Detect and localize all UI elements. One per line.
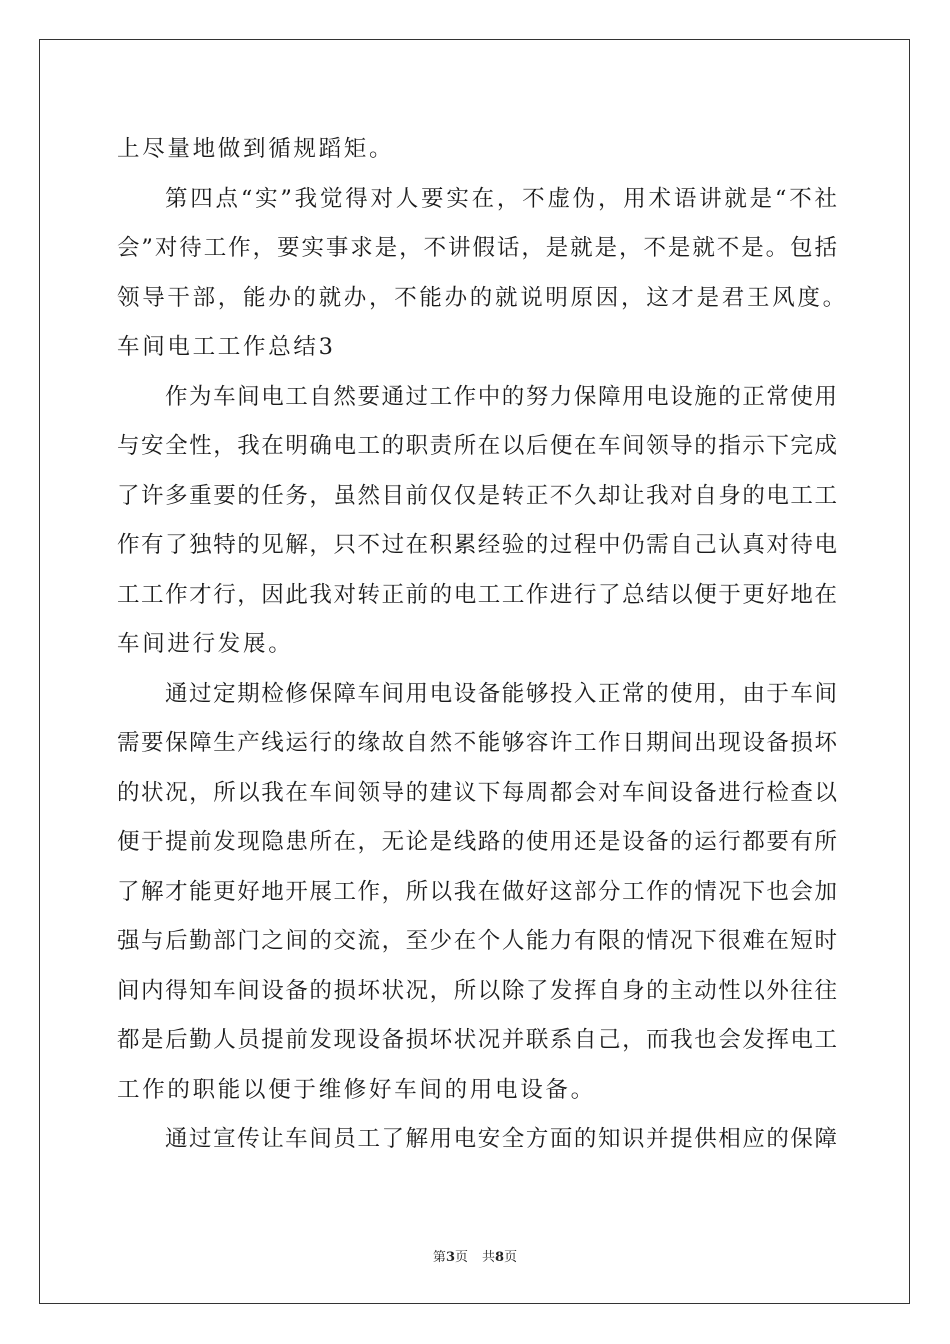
text-line: 第四点“实”我觉得对人要实在，不虚伪，用术语讲就是“不社: [165, 185, 837, 212]
text-line: 工工作才行，因此我对转正前的电工工作进行了总结以便于更好地在: [117, 581, 837, 608]
text-line: 需要保障生产线运行的缘故自然不能够容许工作日期间出现设备损坏: [117, 730, 837, 756]
text-line: 强与后勤部门之间的交流，至少在个人能力有限的情况下很难在短时: [117, 928, 837, 954]
text-line: 作有了独特的见解，只不过在积累经验的过程中仍需自己认真对待电: [117, 532, 837, 558]
text-line: 作为车间电工自然要通过工作中的努力保障用电设施的正常使用: [165, 383, 837, 410]
text-line: 通过宣传让车间员工了解用电安全方面的知识并提供相应的保障: [165, 1126, 837, 1152]
total-suffix: 页: [504, 1250, 518, 1265]
page-prefix: 第: [432, 1250, 446, 1265]
total-prefix: 共: [482, 1250, 496, 1265]
text-line: 工作的职能以便于维修好车间的用电设备。: [117, 1076, 596, 1103]
text-line: 了解才能更好地开展工作，所以我在做好这部分工作的情况下也会加: [117, 878, 837, 905]
text-line: 都是后勤人员提前发现设备损坏状况并联系自己，而我也会发挥电工: [117, 1027, 837, 1053]
text-line: 与安全性，我在明确电工的职责所在以后便在车间领导的指示下完成: [117, 433, 837, 459]
text-line: 上尽量地做到循规蹈矩。: [117, 136, 395, 162]
text-line: 了许多重要的任务，虽然目前仅仅是转正不久却让我对自身的电工工: [117, 482, 837, 509]
text-line: 间内得知车间设备的损坏状况，所以除了发挥自身的主动性以外往往: [117, 977, 837, 1004]
total-pages: 8: [495, 1250, 505, 1265]
page-suffix: 页: [454, 1250, 468, 1265]
text-line: 通过定期检修保障车间用电设备能够投入正常的使用，由于车间: [165, 680, 837, 707]
section-heading: 车间电工工作总结3: [117, 334, 336, 360]
document-body: [117, 125, 848, 1165]
text-line: 会”对待工作，要实事求是，不讲假话，是就是，不是就不是。包括: [117, 235, 837, 261]
text-line: 便于提前发现隐患所在，无论是线路的使用还是设备的运行都要有所: [117, 829, 837, 855]
page-footer: [0, 1246, 950, 1265]
page-number: 3: [445, 1250, 455, 1265]
text-line: 的状况，所以我在车间领导的建议下每周都会对车间设备进行检查以: [117, 779, 837, 806]
text-line: 车间进行发展。: [117, 631, 294, 657]
text-line: 领导干部，能办的就办，不能办的就说明原因，这才是君王风度。: [117, 284, 848, 311]
